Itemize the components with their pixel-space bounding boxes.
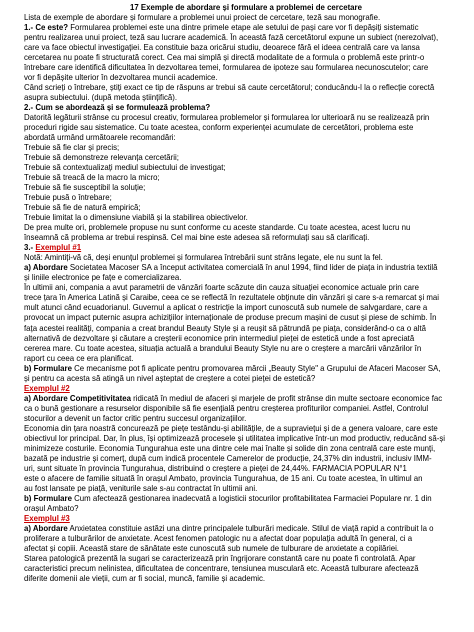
recommendation-item: Trebuie limitat la o dimensiune viabilă și la stabilirea obiectivelor. (24, 213, 248, 223)
formulare-line: Ce mecanisme pot fi aplicate pentru promovarea mărcii „Beauty Style" a Grupului de Afaceri Macoser SA, (71, 363, 441, 373)
abordare-line: raport cu ceea ce era planificat. (24, 353, 134, 363)
section-1-line: care va face obiectul investigației. Ea constituie baza oricărui studiu, deoarece fără el ideea centrală care va lansa (24, 43, 420, 53)
abordare-line: caracteristici precum nelinistea, dificultatea de concentrare, tensiunea musculară etc. Această tulburare afectează (24, 563, 419, 573)
formulare-label: b) Formulare (24, 493, 72, 503)
section-1-line: întrebare care identifică dificultatea în dezvoltarea temei, formularea de ipoteze sau formularea necunoscutelor; care (24, 63, 429, 73)
intro-text: Lista de exemple de abordare și formulare a problemei unui proiect de cercetare, teză sau monografie. (24, 13, 381, 23)
abordare-line: bazată pe industrie și comerț, după cum indică procentele Camerelor de producție, 24,37% din industrii, inclusiv IMM- (24, 453, 432, 463)
recommendation-item: Trebuie să demonstreze relevanța cercetării; (24, 153, 179, 163)
section-2-heading: 2.- Cum se abordează și se formulează problema? (24, 103, 211, 113)
formulare-label: b) Formulare (24, 363, 72, 373)
abordare-line: În ultimii ani, compania a avut parametrii de vânzări foarte scăzute din cauza situației economice actuale prin care (24, 283, 420, 293)
recommendation-item: Trebuie să fie clar și precis; (24, 143, 120, 153)
section-2-line: proceduri rigide sau sistematice. Cu toate acestea, conform experienței acumulate de cercetători, problema este (24, 123, 414, 133)
example-1-formulare-first-line (24, 364, 468, 374)
abordare-line: este o afacere de familie situată în orașul Ambato, provincia Tungurahua, de 15 ani. Cu toate acestea, în ultimul an (24, 473, 423, 483)
abordare-line: fața acestei realități, compania a creat brandul Beauty Style și a reușit să pătrundă pe piața, considerând-o ca o altă (24, 323, 427, 333)
example-2-formulare-first-line (24, 494, 468, 504)
abordare-line: Anxietatea constituie astăzi una dintre principalele tulburări medicale. Stilul de viață rapid a contribuit la o (67, 523, 434, 533)
abordare-line: cererea mare. Cu toate acestea, situația actuală a brandului Beauty Style nu are o creștere a marcării vânzărilor în (24, 343, 422, 353)
section-2-line: abordată urmând următoarele recomandări: (24, 133, 176, 143)
document-title: 17 Exemple de abordare și formulare a problemei de cercetare (130, 3, 362, 12)
example-2-label: Exemplul #2 (24, 383, 70, 393)
abordare-line: uri, sunt situate în provincia Tungurahua, distribuind o creștere a pieței de 24,44%. FARMACIA POPULAR N°1 (24, 463, 407, 473)
recommendation-item: Trebuie să fie susceptibil la soluție; (24, 183, 146, 193)
section-1-line: pentru realizarea unui proiect, teză sau lucrare academică. În această fază cercetătorul expune un subiect (nerezolvat), (24, 33, 439, 43)
abordare-line: trece țara în America Latină și Caraibe, ceea ce se reflectă în rezultatele obținute din vânzări și care s-a remarcat și mai (24, 293, 440, 303)
recommendation-item: Trebuie pusă o întrebare; (24, 193, 112, 203)
section-1-line: Când scrieți o întrebare, știți exact ce tip de răspuns ar trebui să caute cercetătorul; conducându-l la o reflecție corectă (24, 83, 435, 93)
section-1-line: asupra subiectului. (după metoda științifică). (24, 93, 178, 103)
section-1-heading: 1.- Ce este? (24, 23, 69, 33)
section-3-number: 3.- (24, 243, 34, 253)
abordare-line: alternativă de dezvoltare și căutare a creșterii economice prin intermediul pieței de estetică unde a fost apreciată (24, 333, 415, 343)
section-1-line: vor fi depășite ulterior în dezvoltarea muncii academice. (24, 73, 218, 83)
abordare-line: stocurilor a devenit un factor critic pentru succesul organizațiilor. (24, 413, 247, 423)
abordare-line: diferite domenii ale vieții, cum ar fi social, muncă, familie și academic. (24, 573, 266, 583)
formulare-line: Cum afectează gestionarea inadecvată a logisticii stocurilor profitabilitatea Farmaciei Populare nr. 1 din (71, 493, 432, 503)
recommendation-item: Trebuie să fie de natură empirică; (24, 203, 141, 213)
abordare-line: provocat un impact puternic asupra achizițiilor internaționale de produse precum mașini de cusut și piese de schimb. În (24, 313, 437, 323)
example-2-abordare-first-line (24, 394, 468, 404)
abordare-label: a) Abordare Competitivitatea (24, 393, 131, 403)
abordare-line: și liniile electronice pe fațe e comercializarea. (24, 273, 182, 283)
example-3-abordare-first-line (24, 524, 468, 534)
abordare-label: a) Abordare (24, 523, 68, 533)
section-2-line: Datorită legăturii strânse cu procesul creativ, formularea problemelor și formularea lor ulterioară nu se realizează prin (24, 113, 430, 123)
abordare-line: proliferare a tulburărilor de anxietate. Acest fenomen patologic nu a afectat doar populația adultă în general, ci a (24, 533, 413, 543)
abordare-line: au fost lansate pe piață, veniturile sale s-au contractat în ultimii ani. (24, 483, 258, 493)
abordare-label: a) Abordare (24, 263, 68, 273)
abordare-line: afectat și copiii. Această stare de sănătate este cunoscută sub numele de tulburare de anxietate a copilăriei. (24, 543, 399, 553)
recommendation-item: Trebuie să contextualizați mediul subiectului de investigat; (24, 163, 226, 173)
recommendation-item: Trebuie să treacă de la macro la micro; (24, 173, 160, 183)
section-1-line: cercetarea nu poate fi structurată corect. Cea mai simplă și directă modalitate de a formula o problemă este printr-o (24, 53, 425, 63)
section-1-first-line (24, 23, 468, 33)
abordare-line: minimizeze costurile. Economia Tungurahua este una dintre cele mai înalte și solide din zona centrală care este munți, (24, 443, 436, 453)
example-1-label: Exemplul #1 (35, 243, 82, 253)
section-2-line: înseamnă că problema ar trebui respinsă. Cel mai bine este adesea să reformulați sau să clarificați. (24, 233, 370, 243)
abordare-line: obiectivul lor principal. Dar, în plus, își optimizează procesele și utilitatea implicative într-un mod productiv, reducând să-și (24, 433, 445, 443)
formulare-line: și pentru ca acesta să atingă un nivel așteptat de creștere a cotei pieței de estetică? (24, 373, 316, 383)
abordare-line: Economia din țara noastră concurează pe piețe testându-și abilitățile, de a supraviețui și de a genera valoare, care este (24, 423, 438, 433)
abordare-line: Societatea Macoser SA a început activitatea comercială în anul 1994, fiind lider de piața in industria textilă (67, 263, 438, 273)
note-text: Notă: Amintiți-vă că, deși enunțul problemei și formularea întrebării sunt strâns legate, ele nu sunt la fel. (24, 253, 383, 263)
section-3-heading (24, 243, 468, 253)
abordare-line: ridicată în mediul de afaceri și marjele de profit strânse din multe sectoare economice fac (130, 393, 443, 403)
example-1-abordare-first-line (24, 263, 468, 273)
abordare-line: ca o bună gestionare a resurselor disponibile să fie esențială pentru creșterea profiturilor companiei. Astfel, Controlul (24, 403, 429, 413)
section-1-line: Formularea problemei este una dintre primele etape ale setului de pași care vor fi depășiți sistematic (68, 23, 419, 33)
abordare-line: Starea patologică prezentă la sugari se caracterizează prin îngrijorare constantă care nu poate fi controlată. Apar (24, 553, 416, 563)
section-2-line: De prea multe ori, problemele propuse nu sunt conforme cu aceste standarde. Cu toate acestea, acest lucru nu (24, 223, 411, 233)
abordare-line: mult atunci când ecuadorianul. Guvernul a aplicat o restricție la import cunoscută sub numele de salvgardare, care a (24, 303, 428, 313)
formulare-line: orașul Ambato? (24, 503, 79, 513)
example-3-label: Exemplul #3 (24, 513, 70, 523)
